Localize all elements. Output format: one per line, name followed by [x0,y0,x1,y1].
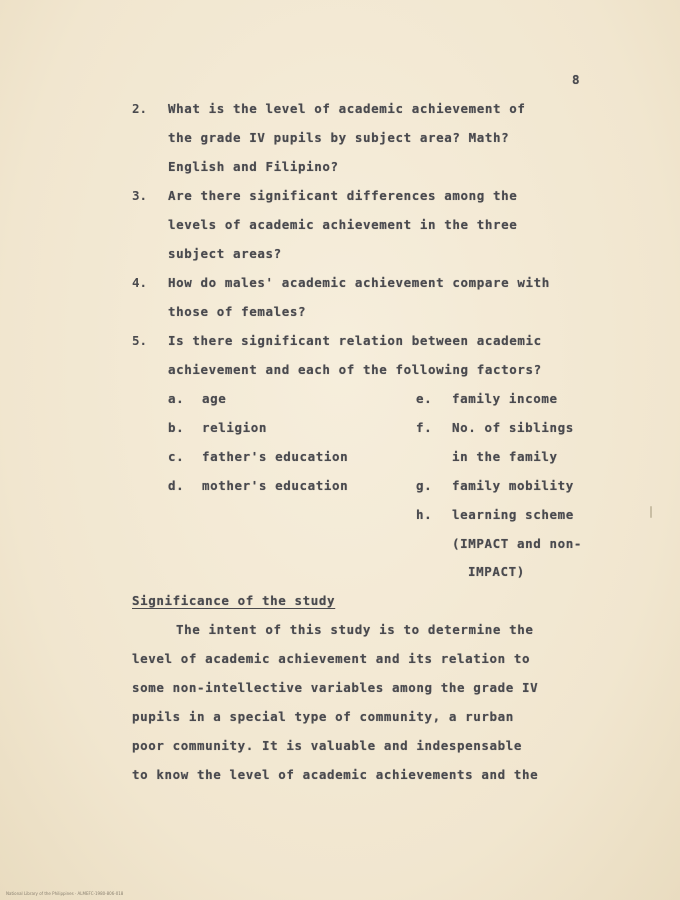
factor-letter: a. [168,391,185,406]
factor-text: learning scheme [452,507,574,522]
paragraph-line: The intent of this study is to determine the [176,622,534,637]
factor-text: in the family [452,449,558,464]
item-number: 2. [132,101,148,116]
item-line: Are there significant differences among the [168,188,518,203]
item-number: 4. [132,275,148,290]
paragraph-line: some non-intellective variables among the grade IV [132,680,539,695]
item-line: achievement and each of the following factors? [168,362,542,377]
factor-text: family income [452,391,558,406]
item-line: the grade IV pupils by subject area? Math? [168,130,510,145]
factor-text: religion [202,420,268,435]
item-number: 3. [132,188,148,203]
item-line: levels of academic achievement in the three [168,217,518,232]
paragraph-line: poor community. It is valuable and indespensable [132,738,523,753]
item-line: How do males' academic achievement compare with [168,275,550,290]
factor-letter: b. [168,420,185,435]
factor-letter: f. [416,420,433,435]
margin-mark [650,506,652,518]
factor-letter: d. [168,478,185,493]
factor-text: family mobility [452,478,574,493]
item-line: What is the level of academic achievement of [168,101,526,116]
factor-text: father's education [202,449,349,464]
paragraph-line: level of academic achievement and its relation to [132,651,531,666]
section-heading: Significance of the study [132,593,336,608]
paragraph-line: pupils in a special type of community, a rurban [132,709,514,724]
archive-footer: National Library of the Philippines · ALMEFC-1980-806-018 [6,891,124,896]
item-line: subject areas? [168,246,282,261]
factor-text: No. of siblings [452,420,574,435]
item-number: 5. [132,333,148,348]
factor-text: age [202,391,227,406]
factor-letter: c. [168,449,185,464]
item-line: English and Filipino? [168,159,339,174]
factor-letter: g. [416,478,433,493]
factor-text: mother's education [202,478,349,493]
item-line: Is there significant relation between academic [168,333,542,348]
item-line: those of females? [168,304,307,319]
factor-letter: e. [416,391,433,406]
factor-text: IMPACT) [468,564,525,579]
paragraph-line: to know the level of academic achievements and the [132,767,539,782]
factor-letter: h. [416,507,433,522]
page-number: 8 [572,72,581,87]
factor-text: (IMPACT and non- [452,536,583,551]
